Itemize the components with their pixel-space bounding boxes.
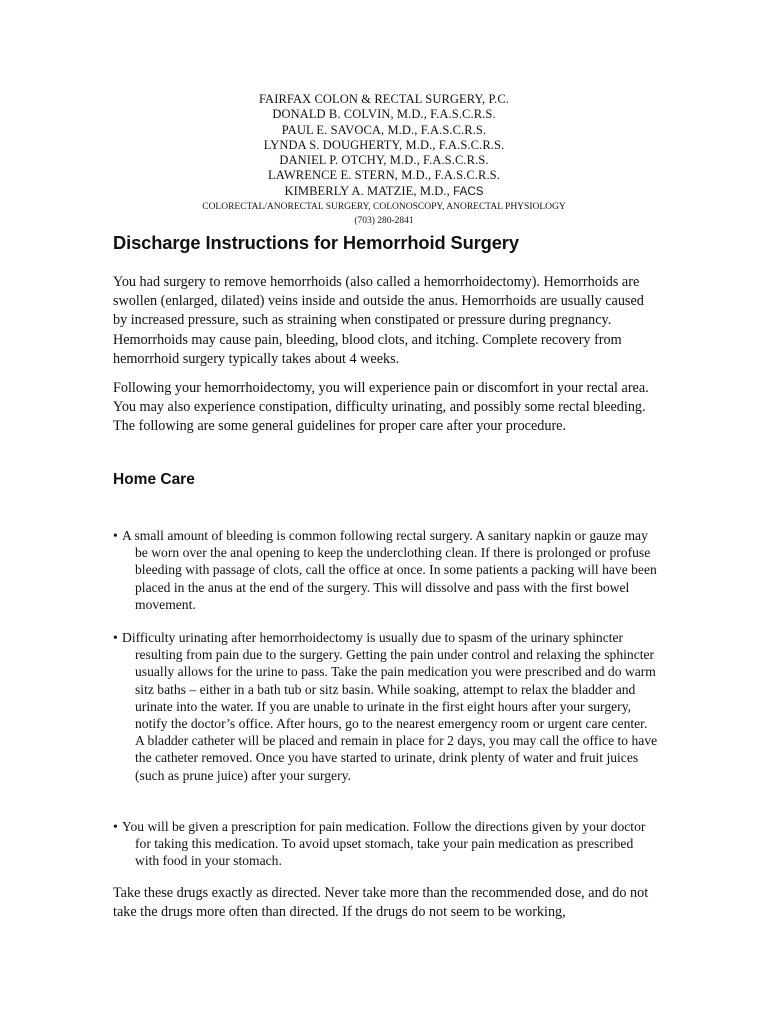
list-item-text: Difficulty urinating after hemorrhoidectomy is usually due to spasm of the urinary sphincter resulting from pain due to the surgery. Getting the pain under control and relaxing the sphincter usually allows for the urine to pass. Take the pain medication you were prescribed and do warm sitz baths – either in a bath tub or sitz basin. While soaking, attempt to relax the bladder and urinate into the water. If you are unable to urinate in the first eight hours after your surgery, notify the doctor’s office. After hours, go to the nearest emergency room or urgent care center. A bladder catheter will be placed and remain in place for 2 days, you may call the office to have the catheter removed. Once you have started to urinate, drink plenty of water and fruit juices (such as prune juice) after your surgery. — [122, 630, 658, 783]
doctor-line — [0, 184, 768, 200]
list-item — [113, 818, 658, 870]
practice-name: FAIRFAX COLON & RECTAL SURGERY, P.C. — [258, 92, 510, 106]
list-item — [113, 629, 658, 784]
list-item-text: A small amount of bleeding is common following rectal surgery. A sanitary napkin or gauze may be worn over the anal opening to keep the underclothing clean. If there is prolonged or profuse bleeding with passage of clots, call the office at once. In some patients a packing will have been placed in the anus at the end of the surgery. This will dissolve and pass with the first bowel movement. — [122, 528, 657, 612]
bullet-icon: • — [113, 819, 118, 834]
phone-number: (703) 280-2841 — [354, 216, 414, 227]
followup-paragraph: Following your hemorrhoidectomy, you will experience pain or discomfort in your rectal area. You may also experience constipation, difficulty urinating, and possibly some rectal bleeding. The following are some general guidelines for proper care after your procedure. — [113, 380, 649, 435]
doctor-line: DONALD B. COLVIN, M.D., F.A.S.C.R.S. — [272, 107, 496, 122]
doctor-line: DANIEL P. OTCHY, M.D., F.A.S.C.R.S. — [279, 153, 489, 168]
home-care-heading: Home Care — [113, 471, 195, 488]
specialties-line: COLORECTAL/ANORECTAL SURGERY, COLONOSCOPY, ANORECTAL PHYSIOLOGY — [202, 202, 566, 213]
letterhead — [0, 92, 768, 228]
intro-paragraph: You had surgery to remove hemorrhoids (also called a hemorrhoidectomy). Hemorrhoids are swollen (enlarged, dilated) veins inside and outside the anus. Hemorrhoids are usually caused by increased pressure, such as straining when constipated or pressure during pregnancy. Hemorrhoids may cause pain, bleeding, blood clots, and itching. Complete recovery from hemorrhoid surgery typically takes about 4 weeks. — [113, 274, 644, 367]
bullet-icon: • — [113, 528, 118, 543]
doctor-credential: FACS — [453, 185, 484, 198]
bullet-icon: • — [113, 630, 118, 645]
list-item — [113, 527, 658, 613]
doctor-line: LAWRENCE E. STERN, M.D., F.A.S.C.R.S. — [268, 168, 500, 183]
doctor-line: PAUL E. SAVOCA, M.D., F.A.S.C.R.S. — [281, 122, 487, 137]
doctor-line: LYNDA S. DOUGHERTY, M.D., F.A.S.C.R.S. — [263, 137, 505, 152]
document-title: Discharge Instructions for Hemorrhoid Surgery — [113, 232, 519, 253]
doctor-name: KIMBERLY A. MATZIE, M.D., — [284, 183, 454, 198]
list-item-text: You will be given a prescription for pain medication. Follow the directions given by your doctor for taking this medication. To avoid upset stomach, take your pain medication as prescribed with food in your stomach. — [122, 819, 646, 869]
drugs-paragraph: Take these drugs exactly as directed. Never take more than the recommended dose, and do not take the drugs more often than directed. If the drugs do not seem to be working, — [113, 885, 649, 921]
